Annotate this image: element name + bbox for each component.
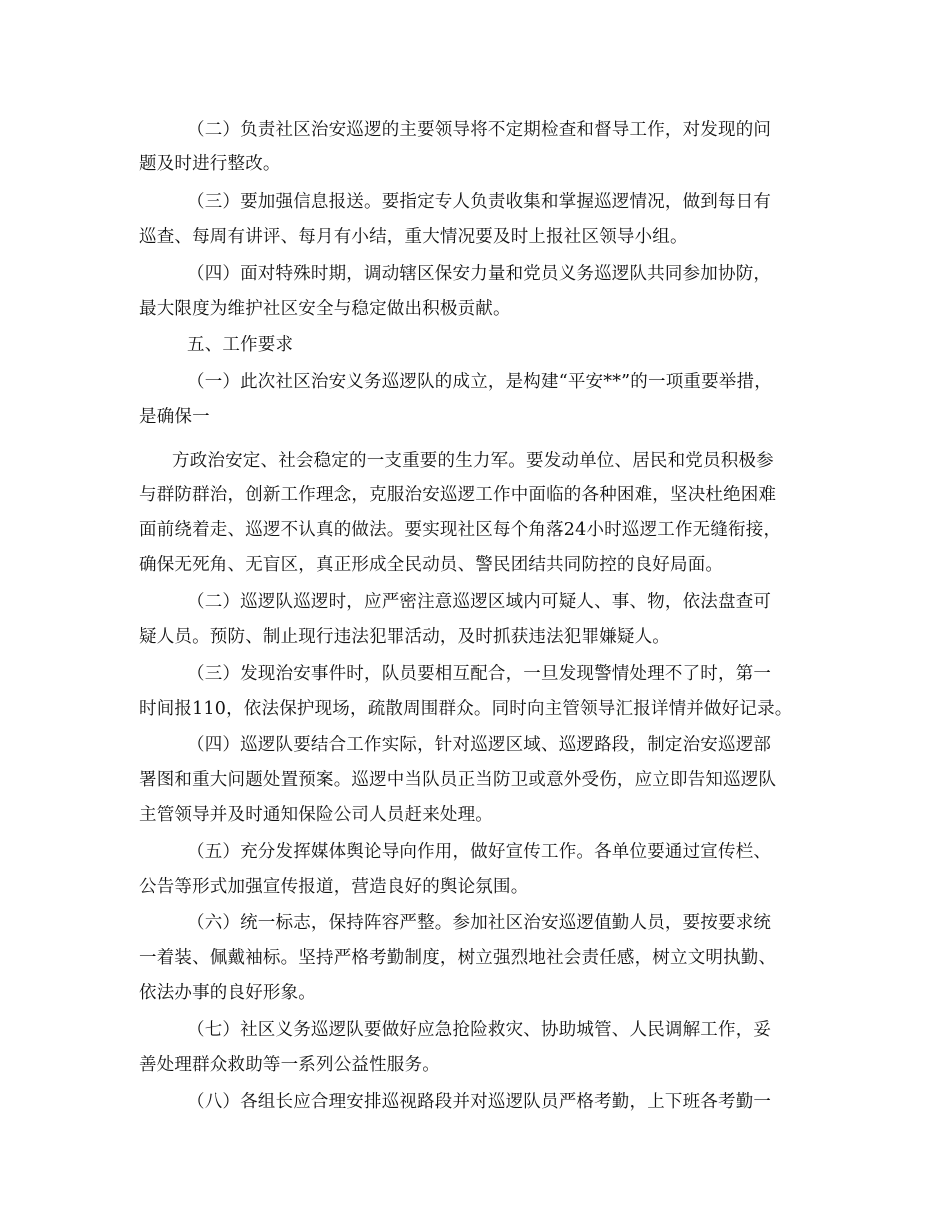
paragraph-line: 是确保一: [139, 407, 210, 427]
paragraph-line: 最大限度为维护社区安全与稳定做出积极贡献。: [139, 299, 511, 319]
paragraph-line: 题及时进行整改。: [139, 154, 281, 174]
paragraph-line: 署图和重大问题处置预案。巡逻中当队员正当防卫或意外受伤，应立即告知巡逻队: [139, 770, 777, 790]
paragraph-line: 依法办事的良好形象。: [139, 983, 316, 1003]
paragraph-line: （四）面对特殊时期，调动辖区保安力量和党员义务巡逻队共同参加协防，: [187, 264, 772, 284]
paragraph-line: 疑人员。预防、制止现行违法犯罪活动，及时抓获违法犯罪嫌疑人。: [139, 627, 670, 647]
paragraph-line: （二）负责社区治安巡逻的主要领导将不定期检查和督导工作，对发现的问: [187, 120, 772, 140]
paragraph-line: （二）巡逻队巡逻时，应严密注意巡逻区域内可疑人、事、物，依法盘查可: [187, 592, 772, 612]
section-heading: 五、工作要求: [187, 335, 294, 355]
paragraph-line: 确保无死角、无盲区，真正形成全民动员、警民团结共同防控的良好局面。: [139, 555, 724, 575]
paragraph-line: （八）各组长应合理安排巡视路段并对巡逻队员严格考勤，上下班各考勤一: [187, 1092, 772, 1112]
paragraph-line: 主管领导并及时通知保险公司人员赶来处理。: [139, 805, 493, 825]
paragraph-line: 方政治安定、社会稳定的一支重要的生力军。要发动单位、居民和党员积极参: [172, 451, 774, 471]
paragraph-line: 一着装、佩戴袖标。坚持严格考勤制度，树立强烈地社会责任感，树立文明执勤、: [139, 948, 777, 968]
paragraph-line: 时间报110，依法保护现场，疏散周围群众。同时向主管领导汇报详情并做好记录。: [139, 699, 793, 719]
paragraph-line: （六）统一标志，保持阵容严整。参加社区治安巡逻值勤人员，要按要求统: [187, 913, 772, 933]
paragraph-line: （七）社区义务巡逻队要做好应急抢险救灾、协助城管、人民调解工作，妥: [187, 1020, 772, 1040]
paragraph-line: （一）此次社区治安义务巡逻队的成立，是构建“平安**”的一项重要举措，: [187, 372, 772, 392]
paragraph-line: （三）要加强信息报送。要指定专人负责收集和掌握巡逻情况，做到每日有: [187, 192, 772, 212]
paragraph-line: 与群防群治，创新工作理念，克服治安巡逻工作中面临的各种困难，坚决杜绝困难: [139, 485, 777, 505]
paragraph-line: （三）发现治安事件时，队员要相互配合，一旦发现警情处理不了时，第一: [187, 664, 772, 684]
paragraph-line: （五）充分发挥媒体舆论导向作用，做好宣传工作。各单位要通过宣传栏、: [187, 842, 772, 862]
paragraph-line: 善处理群众救助等一系列公益性服务。: [139, 1055, 440, 1075]
paragraph-line: 公告等形式加强宣传报道，营造良好的舆论氛围。: [139, 877, 529, 897]
paragraph-line: 面前绕着走、巡逻不认真的做法。要实现社区每个角落24小时巡逻工作无缝衔接，: [139, 520, 782, 540]
paragraph-line: （四）巡逻队要结合工作实际，针对巡逻区域、巡逻路段，制定治安巡逻部: [187, 735, 772, 755]
paragraph-line: 巡查、每周有讲评、每月有小结，重大情况要及时上报社区领导小组。: [139, 227, 688, 247]
